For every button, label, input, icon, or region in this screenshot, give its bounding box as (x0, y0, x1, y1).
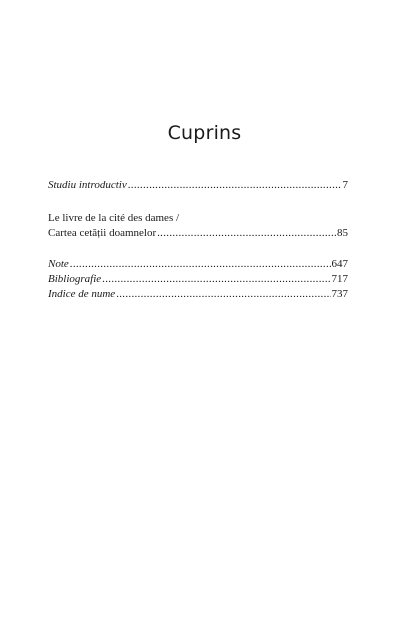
dot-leader (102, 272, 330, 287)
toc-entry-label-line1: Le livre de la cité des dames / (48, 212, 180, 224)
toc-section-apparatus (48, 257, 348, 302)
toc-entry-label: Bibliografie (48, 273, 102, 285)
toc-entry-bibliografie (48, 272, 348, 287)
dot-leader (116, 287, 330, 302)
toc-entry-page: 717 (331, 273, 348, 285)
toc-entry-indice-de-nume (48, 287, 348, 302)
page-title: Cuprins (167, 122, 242, 144)
toc-entry-label: Cartea cetății doamnelor (48, 227, 157, 239)
toc-entry-label: Note (48, 258, 69, 270)
toc-entry-cartea-cetatii-doamnelor (48, 226, 348, 241)
dot-leader (128, 178, 342, 193)
toc-section-introduction (48, 178, 348, 193)
toc-entry-page: 647 (331, 258, 348, 270)
toc-entry-page: 7 (342, 179, 348, 191)
dot-leader (70, 257, 331, 272)
toc-entry-label: Indice de nume (48, 288, 116, 300)
toc-entry-label: Studiu introductiv (48, 179, 127, 191)
toc-entry-page: 85 (337, 227, 348, 239)
toc-entry-note (48, 257, 348, 272)
toc-section-main-text (48, 211, 348, 241)
dot-leader (157, 226, 336, 241)
toc-entry-studiu-introductiv (48, 178, 348, 193)
toc-entry-page: 737 (331, 288, 348, 300)
